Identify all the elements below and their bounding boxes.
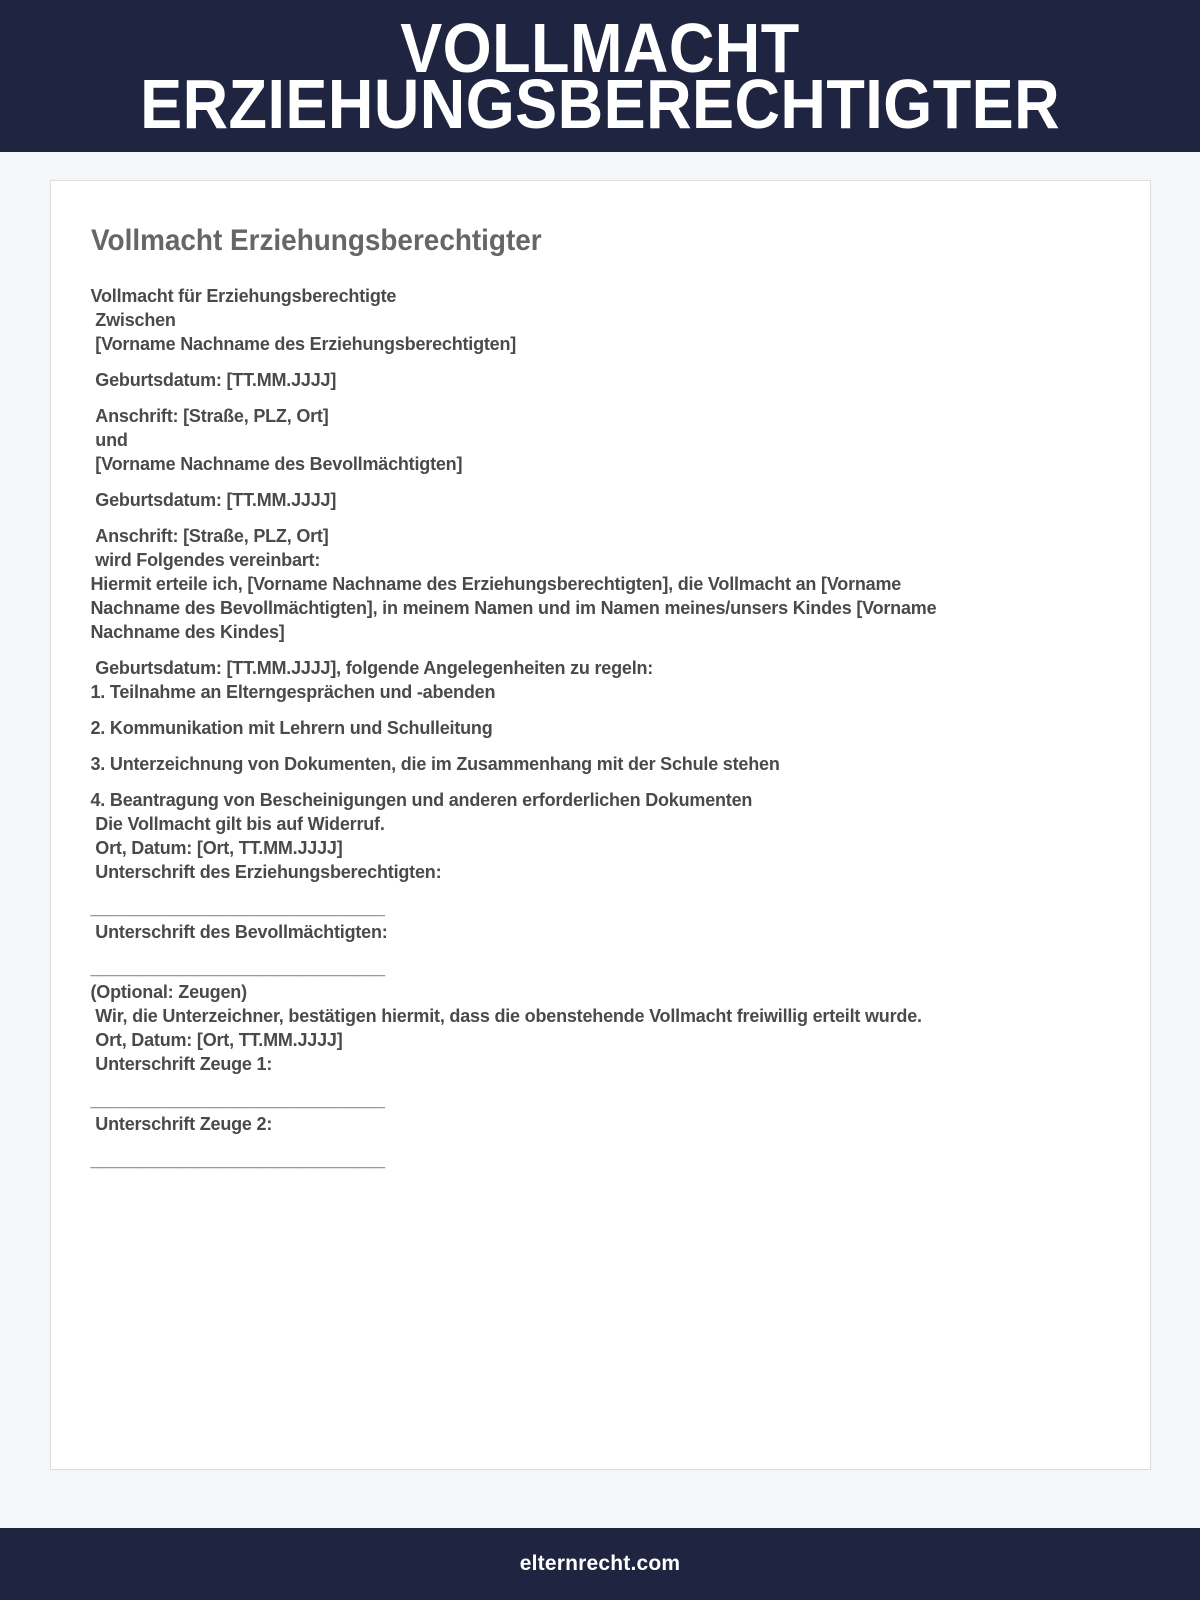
document-paragraph: Anschrift: [Straße, PLZ, Ort] wird Folgendes vereinbart: Hiermit erteile ich, [Vorname Nachname des Erziehungsberechtigten], die Vollmacht an [Vorname Nachname des Bevollmächtigten], in meinem Namen und im Namen meines/unsers Kindes [Vorname Nachname des Kindes] (90, 526, 937, 642)
main-content (0, 152, 1200, 1528)
document-paragraph: Anschrift: [Straße, PLZ, Ort] und [Vorname Nachname des Bevollmächtigten] (90, 406, 463, 474)
document-paragraph: ______________________________ Unterschrift des Bevollmächtigten: (90, 898, 388, 942)
document-paragraph: Geburtsdatum: [TT.MM.JJJJ] (90, 370, 337, 390)
footer-site-name: elternrecht.com (519, 1552, 681, 1575)
document-paragraph: ______________________________ (Optional: Zeugen) Wir, die Unterzeichner, bestätigen hiermit, dass die obenstehende Vollmacht freiwillig erteilt wurde. Ort, Datum: [Ort, TT.MM.JJJJ] Unterschrift Zeuge 1: (90, 958, 922, 1074)
document-paragraph: ______________________________ Unterschrift Zeuge 2: (90, 1090, 385, 1134)
document-paragraph: 3. Unterzeichnung von Dokumenten, die im Zusammenhang mit der Schule stehen (90, 754, 780, 774)
document-card (50, 180, 1151, 1470)
document-paragraph: Geburtsdatum: [TT.MM.JJJJ] (90, 490, 337, 510)
document-paragraph: 4. Beantragung von Bescheinigungen und anderen erforderlichen Dokumenten Die Vollmacht gilt bis auf Widerruf. Ort, Datum: [Ort, TT.MM.JJJJ] Unterschrift des Erziehungsberechtigten: (90, 790, 753, 882)
document-paragraph: Vollmacht für Erziehungsberechtigte Zwischen [Vorname Nachname des Erziehungsberechtigten] (90, 286, 517, 354)
page-footer (0, 1528, 1200, 1600)
document-title: Vollmacht Erziehungsberechtigter (90, 224, 542, 257)
document-paragraph: ______________________________ (90, 1150, 385, 1170)
document-paragraph: Geburtsdatum: [TT.MM.JJJJ], folgende Angelegenheiten zu regeln: 1. Teilnahme an Elterngesprächen und -abenden (90, 658, 654, 702)
document-paragraph: 2. Kommunikation mit Lehrern und Schulleitung (90, 718, 493, 738)
document-body (91, 284, 1110, 1172)
page-title-line-2: ERZIEHUNGSBERECHTIGTER (140, 65, 1060, 143)
page-title-line-1: VOLLMACHT (400, 9, 800, 87)
page-header (0, 0, 1200, 152)
